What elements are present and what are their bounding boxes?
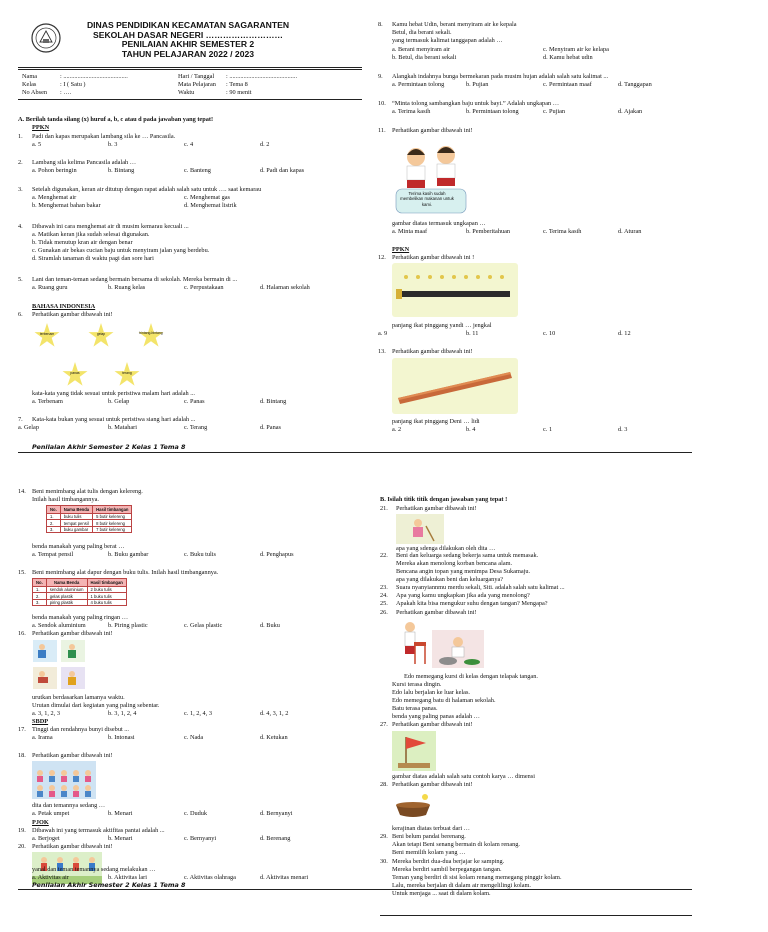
q5-option-c: c. Perpustakaan [184, 284, 224, 291]
q11-number: 11. [378, 127, 386, 134]
q2-text: Lambang sila kelima Pancasila adalah … [32, 159, 137, 166]
q13-option-b: b. 4 [466, 426, 476, 433]
q9-option-c: c. Permintaan maaf [543, 81, 592, 88]
q22-question: apa yang dilakukan beni dan keluarganya? [396, 576, 504, 583]
flag-craft-picture [392, 731, 436, 771]
q8-text: Kamu hebat Udin, berani menyiram air ke kepala [392, 21, 517, 28]
q6-option-c: c. Panas [184, 398, 205, 405]
q22-text-2: Mereka akan menolong korban bencana alam. [396, 560, 513, 567]
q10-number: 10. [378, 100, 386, 107]
q29-text-2: Akan tetapi Beni senang bermain di kolam renang. [392, 841, 520, 848]
table-row: 1. buku tulis 5 butir kelereng [47, 514, 132, 520]
q18-option-a: a. Petak umpet [32, 810, 70, 817]
q8-option-d: d. Kamu hebat udin [543, 54, 593, 61]
q14-option-a: a. Tempat pensil [32, 551, 74, 558]
q9-option-a: a. Permintaan tolong [392, 81, 445, 88]
q26-line-1: Edo memegang kursi di kelas dengan telapak tangan. [404, 673, 538, 680]
q26-question: benda yang paling panas adalah … [392, 713, 480, 720]
school-emblem-logo [30, 22, 62, 54]
q7-number: 7. [18, 416, 23, 423]
info-hari-label: Hari / Tanggal [178, 73, 215, 80]
table-header: Hasil timbangan [87, 579, 126, 587]
q20-number: 20. [18, 843, 26, 850]
q4-option-d: d. Siramlah tanaman di waktu pagi dan sore hari [32, 255, 154, 262]
subject-pjok: PJOK [32, 819, 49, 826]
q13-question: panjang ikat pinggang Deni … lidi [392, 418, 480, 425]
star-shape [138, 323, 164, 349]
q12-option-b: b. 11 [466, 330, 479, 337]
q18-option-c: c. Duduk [184, 810, 208, 817]
q29-text: Beni belum pandai berenang. [392, 833, 466, 840]
q21-question: apa yang sdenga dilakukan oleh dita … [396, 545, 496, 552]
q3-text: Setelah digunakan, keran air ditutup dengan rapat adalah salah satu untuk …. saat kemarau [32, 186, 262, 193]
info-kelas-label: Kelas [22, 81, 37, 88]
header-line-4: TAHUN PELAJARAN 2022 / 2023 [121, 48, 255, 59]
q30-text-3: Teman yang berdiri di sisi kolam renang memegang pinggir kolam. [392, 874, 562, 881]
q18-question: dita dan temannya sedang … [32, 802, 106, 809]
q18-option-d: d. Bernyanyi [260, 810, 293, 817]
info-mapel-label: Mata Pelajaran [178, 81, 216, 88]
info-waktu-label: Waktu [178, 89, 195, 96]
q30-text-4: Lalu, mereka berjalan di dalam air mengelilingi kolam. [392, 882, 532, 889]
q9-number: 9. [378, 73, 383, 80]
subject-sbdp: SBDP [32, 718, 49, 725]
q19-option-c: c. Bernyanyi [184, 835, 217, 842]
subject-bahasa-indonesia: BAHASA INDONESIA [32, 303, 96, 310]
q4-option-a: a. Matikan keran jika sudah selesai digunakan. [32, 231, 150, 238]
belt-lidi-picture [392, 358, 518, 414]
q17-option-d: d. Ketukan [260, 734, 288, 741]
q18-option-b: b. Menari [108, 810, 133, 817]
q16-question-2: Urutan dimulai dari kegiatan yang paling sebentar. [32, 702, 160, 709]
q28-text: Perhatikan gambar dibawah ini! [392, 781, 473, 788]
q25-text: Apakah kita bisa mengukur suhu dengan tangan? Mengapa? [396, 600, 548, 607]
q14-option-d: d. Penghapus [260, 551, 294, 558]
star-word-5: terang [122, 371, 132, 375]
q19-option-a: a. Berjoget [32, 835, 60, 842]
q16-question: urutkan berdasarkan lamanya waktu. [32, 694, 125, 701]
q6-option-d: d. Bintang [260, 398, 287, 405]
q20-option-b: b. Aktivitas lari [108, 874, 148, 881]
q12-text: Perhatikan gambar dibawah ini ! [392, 254, 475, 261]
q2-option-d: d. Padi dan kapas [260, 167, 305, 174]
q15-option-c: c. Gelas plastic [184, 622, 223, 629]
q16-option-c: c. 1, 2, 4, 3 [184, 710, 212, 717]
q2-option-a: a. Pohon beringin [32, 167, 77, 174]
q16-option-d: d. 4, 3, 1, 2 [260, 710, 289, 717]
table-row: 2. tempat pensil 8 butir kelereng [47, 520, 132, 526]
subject-ppkn: PPKN [32, 124, 50, 131]
header-title [62, 21, 314, 60]
q6-text: Perhatikan gambar dibawah ini! [32, 311, 113, 318]
q8-text-3: yang termasuk kalimat tanggapan adalah … [392, 37, 503, 44]
q15-weight-table [32, 578, 127, 606]
q27-question: gambar diatas adalah salah satu contoh karya … dimensi [392, 773, 536, 780]
q10-option-d: d. Ajakan [618, 108, 643, 115]
q22-text-3: Bencana angin topan yang menimpa Desa Sukamaju. [396, 568, 531, 575]
q29-number: 29. [380, 833, 388, 840]
q21-text: Perhatikan gambar dibawah ini! [396, 505, 477, 512]
info-hari-value: : ........................................... [226, 73, 298, 80]
q7-option-a: a. Gelap [18, 424, 39, 431]
q24-text: Apa yang kamu ungkapkan jika ada yang menolong? [396, 592, 530, 599]
q1-text: Padi dan kapas merupakan lambang sila ke … Pancasila. [32, 133, 176, 140]
table-header: No. [47, 506, 61, 514]
q6-question: kata-kata yang tidak sesuai untuk peristiwa malam hari adalah ... [32, 390, 195, 397]
q14-option-b: b. Buku gambar [108, 551, 149, 558]
q17-option-a: a. Irama [32, 734, 53, 741]
q28-question: kerajinan diatas terbuat dari … [392, 825, 470, 832]
q3-option-b: b. Menghemat bahan bakar [32, 202, 101, 209]
star-word-4: panas [70, 371, 80, 375]
q14-question: benda manakah yang paling berat … [32, 543, 125, 550]
q11-option-b: b. Pemberitahuan [466, 228, 511, 235]
section-a-title: A. Berilah tanda silang (x) huruf a, b, c atau d pada jawaban yang tepat! [18, 116, 214, 123]
q9-option-b: b. Pujian [466, 81, 489, 88]
q14-text: Beni menimbang alat tulis dengan kelereng. [32, 488, 143, 495]
q8-number: 8. [378, 21, 383, 28]
q1-option-b: b. 3 [108, 141, 118, 148]
q30-text: Mereka berdiri dua-dua berjajar ke samping. [392, 858, 505, 865]
q9-option-d: d. Tanggapan [618, 81, 652, 88]
clay-pot-picture [392, 791, 434, 821]
q10-text: “Minta tolong sambangkan baju untuk bayi.” Adalah ungkapan … [392, 100, 560, 107]
q17-text: Tinggi dan rendahnya bunyi disebut ... [32, 726, 130, 733]
q15-option-a: a. Sendok aluminium [32, 622, 86, 629]
q11-option-d: d. Aturan [618, 228, 642, 235]
q16-number: 16. [18, 630, 26, 637]
q19-text: Dibawah ini yang termasuk aktifitas pantai adalah ... [32, 827, 165, 834]
q10-option-a: a. Terima kasih [392, 108, 431, 115]
q10-option-b: b. Permintaan tolong [466, 108, 519, 115]
q15-question: benda manakah yang paling ringan … [32, 614, 128, 621]
q19-option-b: b. Menari [108, 835, 133, 842]
q2-option-c: c. Banteng [184, 167, 211, 174]
q15-option-d: d. Buku [260, 622, 280, 629]
table-row: 3. piring plastik 4 buku tulis [33, 599, 127, 605]
q4-option-b: b. Tidak menutup kran air dengan benar [32, 239, 133, 246]
q1-option-a: a. 5 [32, 141, 42, 148]
header-line-3: PENILAIAN AKHIR SEMESTER 2 [121, 39, 255, 50]
q21-number: 21. [380, 505, 388, 512]
q27-text: Perhatikan gambar dibawah ini! [392, 721, 473, 728]
q17-option-b: b. Intonasi [108, 734, 135, 741]
q22-number: 22. [380, 552, 388, 559]
q20-option-c: c. Aktivitas olahraga [184, 874, 236, 881]
q5-option-b: b. Ruang kelas [108, 284, 146, 291]
q20-text: Perhatikan gambar dibawah ini! [32, 843, 113, 850]
q4-text: Dibawah ini cara menghemat air di musim kemarau kecuali ... [32, 223, 189, 230]
q30-number: 30. [380, 858, 388, 865]
q26-text: Perhatikan gambar dibawah ini! [396, 609, 477, 616]
q26-line-4: Edo memegang batu di halaman sekolah. [392, 697, 496, 704]
q17-number: 17. [18, 726, 26, 733]
q12-number: 12. [378, 254, 386, 261]
activities-sequence-picture [32, 639, 88, 691]
q26-line-2: Kursi terasa dingin. [392, 681, 442, 688]
q16-text: Perhatikan gambar dibawah ini! [32, 630, 113, 637]
q3-option-c: c. Menghemat gas [184, 194, 230, 201]
q15-text: Beni menimbang alat dapur dengan buku tulis. Inilah hasil timbangannya. [32, 569, 219, 576]
q23-number: 23. [380, 584, 388, 591]
q12-option-c: c. 10 [543, 330, 556, 337]
q8-text-2: Betul, dia berani sekali. [392, 29, 452, 36]
q26-line-3: Edo lalu berjalan ke luar kelas. [392, 689, 470, 696]
q3-option-a: a. Menghemat air [32, 194, 77, 201]
q3-option-d: d. Menghemat listrik [184, 202, 237, 209]
info-nama-label: Nama [22, 73, 38, 80]
footer-page-1: Penilaian Akhir Semester 2 Kelas 1 Tema 8 [32, 443, 186, 451]
q14-number: 14. [18, 488, 26, 495]
q13-number: 13. [378, 348, 386, 355]
star-word-1: terbenam [39, 332, 55, 336]
table-header: Hasil timbangan [93, 506, 132, 514]
q4-option-c: c. Gunakan air bekas cucian baju untuk menyiram jalan yang berdebu. [32, 247, 210, 254]
q13-option-c: c. 1 [543, 426, 553, 433]
girl-sweeping-picture [396, 514, 444, 544]
q18-number: 18. [18, 752, 26, 759]
q26-line-5: Batu terasa panas. [392, 705, 438, 712]
q12-option-d: d. 12 [618, 330, 631, 337]
info-waktu-value: : 90 menit [226, 89, 252, 96]
q8-option-a: a. Berani menyiram air [392, 46, 451, 53]
q1-number: 1. [18, 133, 23, 140]
q30-question: Untuk menjaga ... saat di dalam kolam. [392, 890, 491, 897]
footer-page-2: Penilaian Akhir Semester 2 Kelas 1 Tema 8 [32, 881, 186, 889]
q15-number: 15. [18, 569, 26, 576]
q11-question: gambar diatas termasuk ungkapan … [392, 220, 486, 227]
q8-option-b: b. Betul, dia berani sekali [392, 54, 457, 61]
header-line-2: SEKOLAH DASAR NEGERI ……………………… [92, 29, 284, 40]
q11-text: Perhatikan gambar dibawah ini! [392, 127, 473, 134]
q13-text: Perhatikan gambar dibawah ini! [392, 348, 473, 355]
q3-number: 3. [18, 186, 23, 193]
q17-option-c: c. Nada [184, 734, 204, 741]
q25-number: 25. [380, 600, 388, 607]
header-line-1: DINAS PENDIDIKAN KECAMATAN SAGARANTEN [86, 20, 290, 30]
q6-option-a: a. Terbenam [32, 398, 63, 405]
q8-option-c: c. Menyiram air ke kelapa [543, 46, 609, 53]
q1-option-d: d. 2 [260, 141, 270, 148]
q6-option-b: b. Gelap [108, 398, 130, 405]
q9-text: Alangkah indahnya bunga bermekaran pada musim hujan adalah salah satu kalimat ... [392, 73, 609, 80]
table-header: Nama Benda [60, 506, 92, 514]
info-absen-value: : …. [60, 89, 72, 96]
boy-touching-stone-picture [432, 630, 484, 668]
q14-option-c: c. Buku tulis [184, 551, 217, 558]
q4-number: 4. [18, 223, 23, 230]
star-word-3: bintang-bintang [139, 331, 163, 335]
q30-text-2: Mereka berdiri sambil berpegangan tangan. [392, 866, 502, 873]
q15-option-b: b. Piring plastic [108, 622, 148, 629]
q28-number: 28. [380, 781, 388, 788]
q13-option-a: a. 2 [392, 426, 402, 433]
q19-option-d: d. Berenang [260, 835, 291, 842]
q11-option-c: c. Terima kasih [543, 228, 582, 235]
info-kelas-value: : I ( Satu ) [60, 81, 86, 88]
q20-question: yanal dan teman temannya sedang melakukan … [32, 866, 156, 873]
q16-option-a: a. 3, 1, 2, 3 [32, 710, 60, 717]
q6-number: 6. [18, 311, 23, 318]
info-nama-value: : ......................................... [60, 73, 128, 80]
q2-number: 2. [18, 159, 23, 166]
belt-jengkal-picture [392, 263, 518, 317]
info-mapel-value: : Tema 8 [226, 81, 248, 88]
q23-text: Suara nyanyiannmu merdu sekali, Siti. adalah salah satu kalimat ... [396, 584, 565, 591]
section-b-title: B. Isilah titik titik dengan jawaban yang tepat ! [380, 496, 508, 503]
table-header: No. [33, 579, 47, 587]
subject-ppkn-2: PPKN [392, 246, 410, 253]
q11-option-a: a. Minta maaf [392, 228, 428, 235]
q5-option-d: d. Halaman sekolah [260, 284, 310, 291]
table-row: 3. buku gambar 7 butir kelereng [47, 526, 132, 532]
q1-option-c: c. 4 [184, 141, 194, 148]
q5-option-a: a. Ruang guru [32, 284, 68, 291]
q20-option-a: a. Aktivitas air [32, 874, 69, 881]
children-singing-picture [32, 761, 96, 799]
q14-text-2: Inilah hasil timbangannya. [32, 496, 99, 503]
q10-option-c: c. Pujian [543, 108, 566, 115]
q5-text: Lani dan teman-teman sedang bermain bersama di sekolah. Mereka bermain di ... [32, 276, 238, 283]
q19-number: 19. [18, 827, 26, 834]
info-absen-label: No Absen [22, 89, 48, 96]
q7-option-d: d. Panas [260, 424, 281, 431]
table-header: Nama Benda [46, 579, 87, 587]
q7-option-b: b. Matahari [108, 424, 138, 431]
q7-option-c: c. Terang [184, 424, 208, 431]
q7-text: Kata-kata bukan yang sesuai untuk peristiwa siang hari adalah ... [32, 416, 196, 423]
star-word-2: gelap [96, 332, 106, 336]
q26-number: 26. [380, 609, 388, 616]
q18-text: Perhatikan gambar dibawah ini! [32, 752, 113, 759]
q12-question: panjang ikat pinggang yandi … jengkal [392, 322, 492, 329]
q29-question: Beni memilih kolam yang … [392, 849, 466, 856]
q11-speech-bubble: Terima kasih sudah membelikan makanan untuk kami. [400, 191, 454, 207]
q27-number: 27. [380, 721, 388, 728]
q12-option-a: a. 9 [378, 330, 388, 337]
q20-option-d: d. Aktivitas menari [260, 874, 309, 881]
q13-option-d: d. 3 [618, 426, 628, 433]
q5-number: 5. [18, 276, 23, 283]
q22-text: Beni dan keluarga sedang bekerja sama untuk memasak. [396, 552, 539, 559]
q2-option-b: b. Bintang [108, 167, 135, 174]
q14-weight-table [46, 505, 132, 533]
q16-option-b: b. 3, 1, 2, 4 [108, 710, 137, 717]
table-row: 2. gelas plastik 1 buku tulis [33, 593, 127, 599]
q24-number: 24. [380, 592, 388, 599]
boy-with-chair-picture [396, 620, 428, 670]
table-row: 1. sendok aluminium 2 buku tulis [33, 587, 127, 593]
